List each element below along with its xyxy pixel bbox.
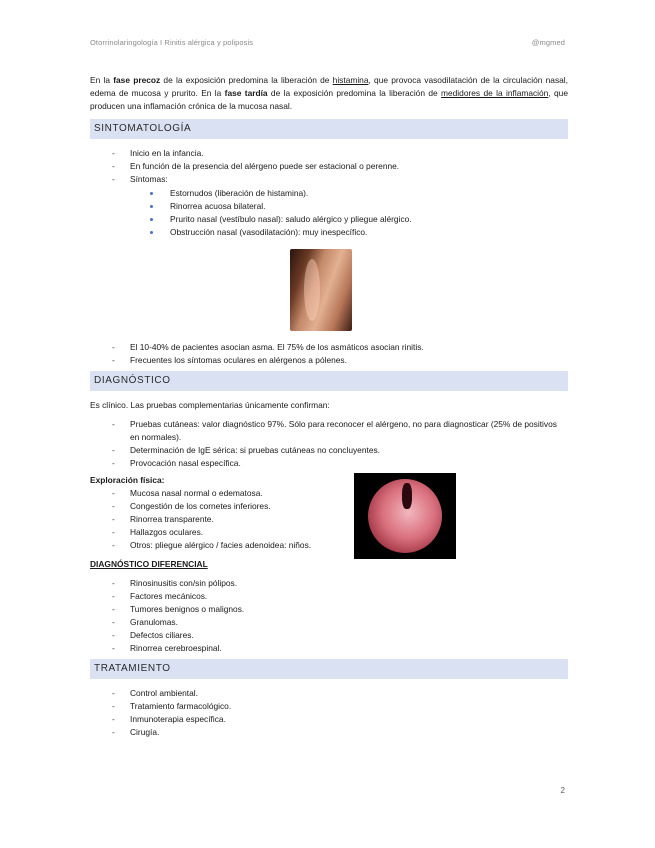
section-diagnostico: DIAGNÓSTICO [90,371,568,391]
list-item: - El 10-40% de pacientes asocian asma. El 75% de los asmáticos asocian rinitis. [90,341,568,354]
list-item: - En función de la presencia del alérgeno puede ser estacional o perenne. [90,160,568,173]
list-item: - Pruebas cutáneas: valor diagnóstico 97%. Sólo para reconocer el alérgeno, no para diagnosticar (25% de positivos en normales). [90,418,568,444]
header-handle: @mgmed [531,38,565,47]
diagnostico-intro: Es clínico. Las pruebas complementarias únicamente confirman: [90,400,330,410]
list-item: - Hallazgos oculares. [90,526,568,539]
list-item: - Rinosinusitis con/sin pólipos. [90,577,568,590]
intro-underline-1: histamina [332,75,369,85]
intro-underline-2: medidores de la inflamación [441,88,549,98]
sintomas-list [90,187,568,239]
intro-text-4: de la exposición predomina la liberación de [267,88,442,98]
sintomatologia-list [90,147,568,186]
list-item: Estornudos (liberación de histamina). [90,187,568,200]
list-item: - Defectos ciliares. [90,629,568,642]
list-item: - Granulomas. [90,616,568,629]
intro-paragraph [90,74,568,113]
page-number: 2 [560,786,565,795]
exploracion-list [90,487,568,552]
section-tratamiento: TRATAMIENTO [90,659,568,679]
list-item: - Síntomas: [90,173,568,186]
intro-text-1: En la [90,75,114,85]
page-header [90,38,565,47]
list-item: - Inmunoterapia específica. [90,713,568,726]
endoscopy-photo [354,473,456,559]
list-item: Rinorrea acuosa bilateral. [90,200,568,213]
list-item: - Factores mecánicos. [90,590,568,603]
list-item: - Congestión de los cornetes inferiores. [90,500,568,513]
intro-text-2: de la exposición predomina la liberación de [160,75,333,85]
list-item: - Frecuentes los síntomas oculares en alérgenos a pólenes. [90,354,568,367]
diagnostico-list [90,418,568,470]
list-item: - Control ambiental. [90,687,568,700]
allergic-salute-photo [290,249,352,331]
tratamiento-list [90,687,568,739]
intro-bold-1: fase precoz [113,75,161,85]
intro-bold-2: fase tardía [224,88,268,98]
list-item: - Mucosa nasal normal o edematosa. [90,487,568,500]
list-item: - Determinación de IgE sérica: si pruebas cutáneas no concluyentes. [90,444,568,457]
list-item: Prurito nasal (vestíbulo nasal): saludo alérgico y pliegue alérgico. [90,213,568,226]
page-content [90,74,568,739]
list-item: - Tumores benignos o malignos. [90,603,568,616]
diferencial-list [90,577,568,655]
section-sintomatologia: SINTOMATOLOGÍA [90,119,568,139]
header-title: Otorrinolaringología I Rinitis alérgica y poliposis [90,38,254,47]
exploracion-block [90,487,568,552]
list-item: - Tratamiento farmacológico. [90,700,568,713]
diferencial-heading: DIAGNÓSTICO DIFERENCIAL [90,559,208,569]
sintomatologia-extra-list [90,341,568,367]
list-item: - Rinorrea cerebroespinal. [90,642,568,655]
intro-text-3: , que provoca vasodilatación de la circulación nasal, edema de mucosa y prurito. En la [90,75,568,98]
intro-text-5: , que producen una inflamación crónica de la mucosa nasal. [90,88,568,111]
list-item: - Cirugía. [90,726,568,739]
exploracion-heading: Exploración física: [90,475,165,485]
list-item: - Otros: pliegue alérgico / facies adenoidea: niños. [90,539,568,552]
list-item: Obstrucción nasal (vasodilatación): muy inespecífico. [90,226,568,239]
list-item: - Provocación nasal específica. [90,457,568,470]
list-item: - Inicio en la infancia. [90,147,568,160]
list-item: - Rinorrea transparente. [90,513,568,526]
